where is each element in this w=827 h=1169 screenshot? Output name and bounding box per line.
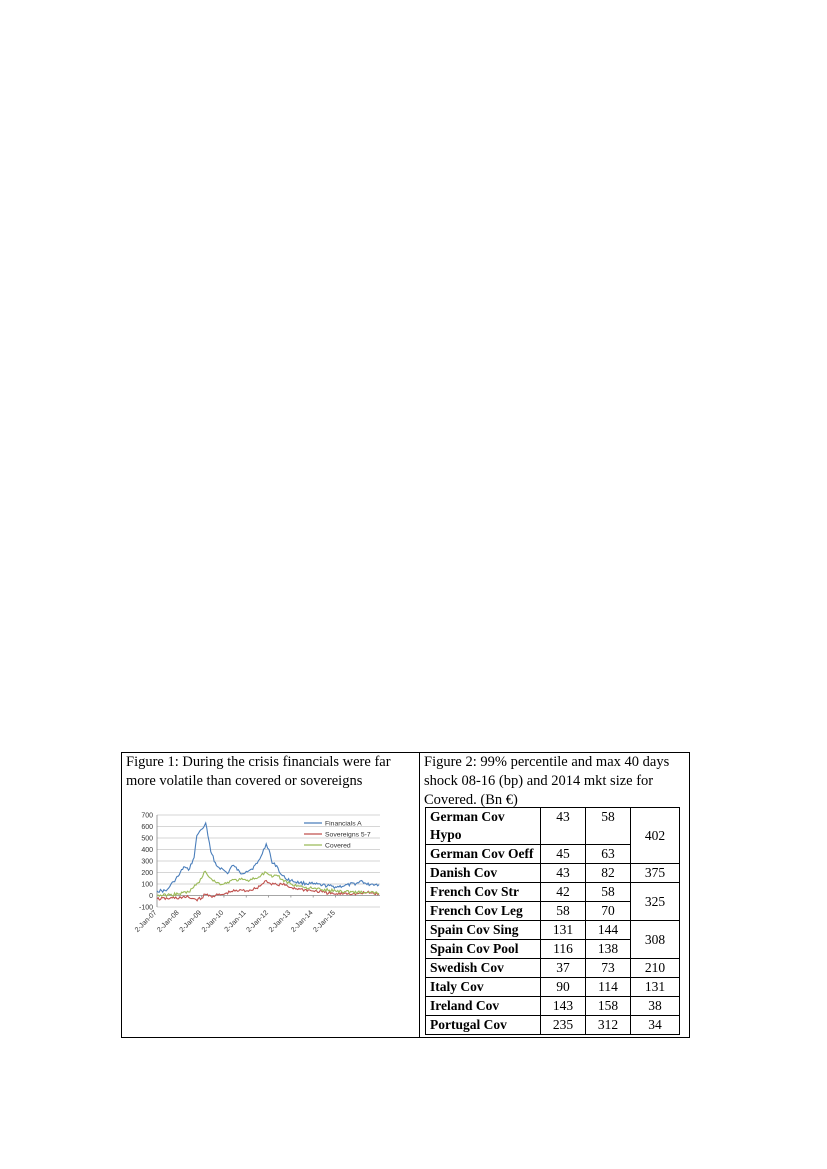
legend-label: Covered xyxy=(325,842,351,850)
row-name: German Cov Oeff xyxy=(426,845,541,864)
market-size: 325 xyxy=(631,883,680,921)
p99-value: 43 xyxy=(541,808,586,845)
figure1-caption: Figure 1: During the crisis financials were far more volatile than covered or sovereigns xyxy=(126,754,391,789)
market-size: 131 xyxy=(631,978,680,997)
y-tick-label: 100 xyxy=(141,881,153,889)
panel-divider xyxy=(419,753,420,1037)
p99-value: 143 xyxy=(541,997,586,1016)
x-tick-label: 2-Jan-14 xyxy=(290,909,315,934)
market-size: 308 xyxy=(631,921,680,959)
p99-value: 90 xyxy=(541,978,586,997)
max-value: 82 xyxy=(586,864,631,883)
y-tick-label: 300 xyxy=(141,858,153,866)
p99-value: 43 xyxy=(541,864,586,883)
table-row xyxy=(426,997,680,1016)
table-row xyxy=(426,1016,680,1035)
x-tick-label: 2-Jan-15 xyxy=(312,909,337,934)
row-name: Spain Cov Pool xyxy=(426,940,541,959)
x-tick-label: 2-Jan-10 xyxy=(200,909,226,934)
x-tick-label: 2-Jan-07 xyxy=(133,909,159,934)
row-name: Italy Cov xyxy=(426,978,541,997)
x-axis-ticks xyxy=(134,909,337,934)
y-tick-label: 400 xyxy=(141,847,153,854)
y-tick-label: 0 xyxy=(149,893,153,900)
max-value: 58 xyxy=(586,883,631,902)
p99-value: 45 xyxy=(541,845,586,864)
shock-table xyxy=(425,807,680,1035)
x-tick-label: 2-Jan-08 xyxy=(156,909,181,934)
y-tick-label: 700 xyxy=(141,812,153,820)
chart-legend xyxy=(304,821,371,850)
row-name: German Cov Hypo xyxy=(426,808,541,845)
y-tick-label: 200 xyxy=(141,870,153,877)
table-row xyxy=(426,808,680,845)
table-row xyxy=(426,921,680,940)
table-row xyxy=(426,978,680,997)
p99-value: 37 xyxy=(541,959,586,978)
max-value: 114 xyxy=(586,978,631,997)
table-row xyxy=(426,959,680,978)
legend-label: Sovereigns 5-7 xyxy=(325,831,371,839)
market-size: 210 xyxy=(631,959,680,978)
figure-panel xyxy=(121,752,690,1038)
table-row xyxy=(426,883,680,902)
max-value: 158 xyxy=(586,997,631,1016)
max-value: 58 xyxy=(586,808,631,845)
shock-table-container xyxy=(425,807,680,1035)
legend-label: Financials A xyxy=(325,820,362,828)
max-value: 312 xyxy=(586,1016,631,1035)
row-name: Danish Cov xyxy=(426,864,541,883)
market-size: 375 xyxy=(631,864,680,883)
row-name: French Cov Str xyxy=(426,883,541,902)
max-value: 73 xyxy=(586,959,631,978)
x-tick-label: 2-Jan-12 xyxy=(245,909,270,934)
market-size: 38 xyxy=(631,997,680,1016)
max-value: 144 xyxy=(586,921,631,940)
y-tick-label: 600 xyxy=(141,824,153,831)
max-value: 70 xyxy=(586,902,631,921)
row-name: Portugal Cov xyxy=(426,1016,541,1035)
y-axis-ticks xyxy=(139,813,153,912)
y-tick-label: 500 xyxy=(141,835,153,843)
p99-value: 58 xyxy=(541,902,586,921)
p99-value: 42 xyxy=(541,883,586,902)
x-tick-label: 2-Jan-11 xyxy=(223,909,248,934)
max-value: 63 xyxy=(586,845,631,864)
line-chart xyxy=(122,803,419,953)
row-name: Spain Cov Sing xyxy=(426,921,541,940)
market-size: 402 xyxy=(631,808,680,864)
table-row xyxy=(426,864,680,883)
row-name: French Cov Leg xyxy=(426,902,541,921)
market-size: 34 xyxy=(631,1016,680,1035)
row-name: Ireland Cov xyxy=(426,997,541,1016)
x-tick-label: 2-Jan-09 xyxy=(178,909,204,934)
x-tick-label: 2-Jan-13 xyxy=(267,909,293,934)
p99-value: 235 xyxy=(541,1016,586,1035)
figure2-caption: Figure 2: 99% percentile and max 40 days shock 08-16 (bp) and 2014 mkt size for Covered. (Bn €) xyxy=(424,754,670,808)
max-value: 138 xyxy=(586,940,631,959)
row-name: Swedish Cov xyxy=(426,959,541,978)
y-tick-label: -100 xyxy=(138,904,153,912)
p99-value: 116 xyxy=(541,940,586,959)
p99-value: 131 xyxy=(541,921,586,940)
